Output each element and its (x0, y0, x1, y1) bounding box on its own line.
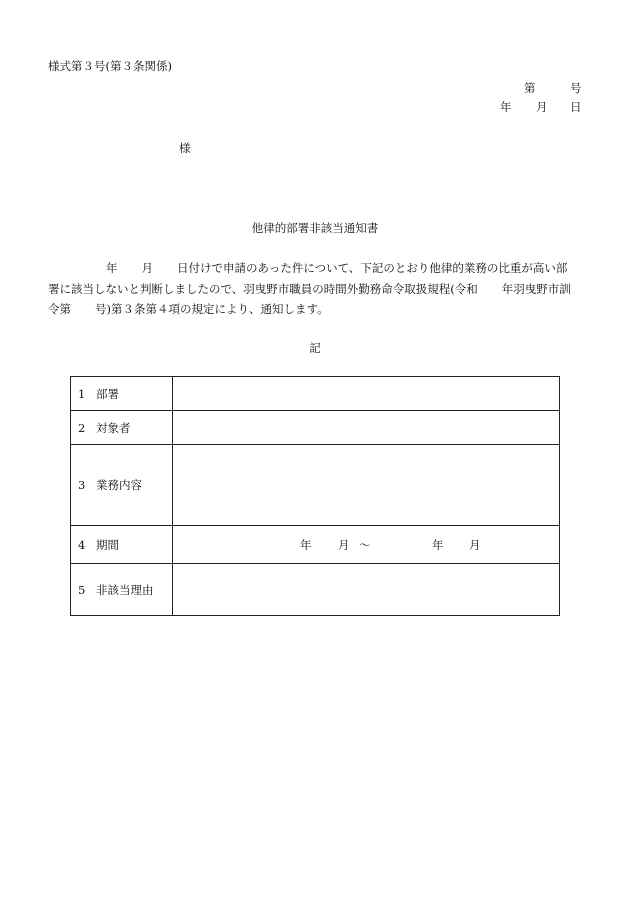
row-label-department: 1 部署 (71, 377, 173, 411)
body-paragraph (48, 258, 588, 320)
work-content-value-cell[interactable] (173, 445, 560, 526)
body-year-label: 年 (106, 261, 118, 275)
ki-heading: 記 (309, 341, 321, 355)
body-line-3 (48, 299, 588, 320)
table-row (71, 445, 560, 526)
period-start-month: 月 (338, 537, 350, 552)
body-line-3-text: 号)第３条第４項の規定により、通知します。 (95, 302, 329, 316)
date-month-label: 月 (536, 100, 548, 114)
body-line-2 (48, 279, 588, 300)
table-row (71, 411, 560, 445)
table-row (71, 564, 560, 616)
document-title: 他律的部署非該当通知書 (251, 221, 379, 235)
document-number-prefix: 第 (524, 81, 536, 95)
body-line-3-prefix: 令第 (48, 302, 71, 316)
target-person-value-cell[interactable] (173, 411, 560, 445)
date-year-label: 年 (500, 100, 512, 114)
reason-value-cell[interactable] (173, 564, 560, 616)
department-value-cell[interactable] (173, 377, 560, 411)
table-row (71, 377, 560, 411)
row-label-period: 4 期間 (71, 526, 173, 564)
addressee-honorific: 様 (179, 141, 191, 155)
row-label-reason: 5 非該当理由 (71, 564, 173, 616)
row-label-work-content: 3 業務内容 (71, 445, 173, 526)
period-start-year: 年 (300, 537, 312, 552)
table-row (71, 526, 560, 564)
body-line-2-tail: 年羽曳野市訓 (501, 281, 571, 296)
period-end-year: 年 (432, 537, 444, 552)
period-value-cell[interactable] (173, 526, 560, 564)
period-end-month: 月 (469, 537, 481, 552)
date-day-label: 日 (570, 100, 582, 114)
period-tilde: ～ (359, 537, 371, 552)
row-label-target-person: 2 対象者 (71, 411, 173, 445)
body-line-2-text: 署に該当しないと判断しましたので、羽曳野市職員の時間外勤務命令取扱規程(令和 (48, 281, 478, 296)
body-month-label: 月 (141, 261, 153, 275)
details-table (70, 376, 560, 616)
document-number-suffix: 号 (570, 81, 582, 95)
form-number: 様式第３号(第３条関係) (48, 59, 172, 73)
body-line-1-text: 日付けで申請のあった件について、下記のとおり他律的業務の比重が高い部 (177, 261, 568, 275)
body-line-1 (48, 258, 588, 279)
